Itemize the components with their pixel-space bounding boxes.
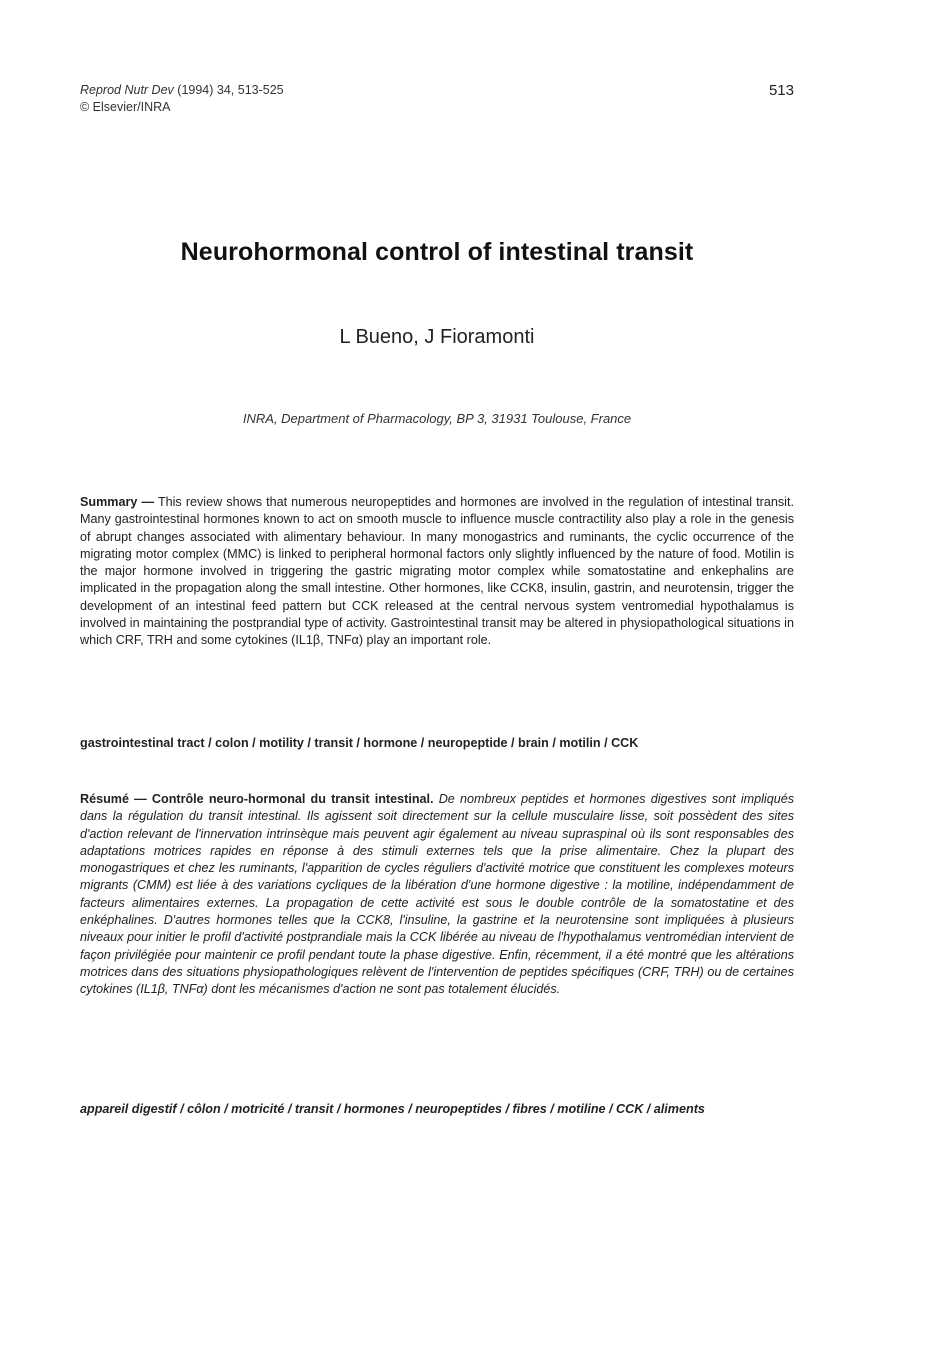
journal-header bbox=[80, 82, 284, 116]
journal-name: Reprod Nutr Dev bbox=[80, 83, 174, 97]
summary-text: This review shows that numerous neuropeptides and hormones are involved in the regulation of intestinal transit. Many gastrointestinal hormones known to act on smooth muscle to influence muscle contractility also play a role in the genesis of abrupt changes associated with alimentary behaviour. In many monogastrics and ruminants, the cyclic occurrence of the migrating motor complex (MMC) is linked to peripheral hormonal factors only slightly influenced by the nature of food. Motilin is the major hormone involved in triggering the gastric migrating motor complex while somatostatine and enkephalins are implicated in the propagation along the small intestine. Other hormones, like CCK8, insulin, gastrin, and neurotensin, trigger the development of an intestinal feed pattern but CCK released at the central nervous system ventromedial hypothalamus is involved in maintaining the postprandial type of activity. Gastrointestinal transit may be altered in physiopathological situations in which CRF, TRH and some cytokines (IL1β, TNFα) play an important role. bbox=[80, 495, 794, 648]
summary-paragraph bbox=[80, 494, 794, 650]
article-affiliation: INRA, Department of Pharmacology, BP 3, 31931 Toulouse, France bbox=[242, 411, 632, 426]
keywords-french: appareil digestif / côlon / motricité / transit / hormones / neuropeptides / fibres / motiline / CCK / aliments bbox=[80, 1102, 705, 1116]
article-authors: L Bueno, J Fioramonti bbox=[339, 326, 535, 348]
keywords-english: gastrointestinal tract / colon / motility / transit / hormone / neuropeptide / brain / motilin / CCK bbox=[80, 736, 639, 750]
resume-label: Résumé — Contrôle neuro-hormonal du transit intestinal. bbox=[80, 792, 434, 806]
article-title: Neurohormonal control of intestinal transit bbox=[180, 238, 694, 266]
summary-label: Summary — bbox=[80, 495, 155, 509]
resume-text: De nombreux peptides et hormones digestives sont impliqués dans la régulation du transit intestinal. Ils agissent soit directement sur la cellule musculaire lisse, soit possèdent des sites d'action relevant de l'innervation intrinsèque mais peuvent agir également au niveau supraspinal où ils sont responsables des adaptations motrices rapides en réponse à des stimuli externes tels que la prise alimentaire. Chez la plupart des monogastriques et chez les ruminants, l'apparition de cycles réguliers d'activité motrice que constituent les complexes moteurs migrants (CMM) est liée à des variations cycliques de la libération d'une hormone digestive : la motiline, indépendamment de facteurs alimentaires externes. La propagation de cette activité est sous le double contrôle de la somatostatine et des enképhalines. D'autres hormones telles que la CCK8, l'insuline, la gastrine et la neurotensine sont impliquées à plusieurs niveaux pour initier le profil d'activité postprandiale mais la CCK libérée au niveau de l'hypothalamus ventromédian intervient de façon privilégiée pour maintenir ce profil pendant toute la phase digestive. Enfin, récemment, il a été montré que les altérations motrices dans des situations physiopathologiques relèvent de l'intervention de peptides spécifiques (CRF, TRH) ou de certaines cytokines (IL1β, TNFα) dont les mécanismes d'action ne sont pas totalement élucidés. bbox=[80, 792, 795, 997]
citation: (1994) 34, 513-525 bbox=[177, 83, 284, 97]
resume-paragraph bbox=[80, 791, 794, 999]
page-number: 513 bbox=[768, 82, 794, 99]
citation-line bbox=[80, 82, 284, 99]
publisher: © Elsevier/INRA bbox=[80, 100, 171, 114]
